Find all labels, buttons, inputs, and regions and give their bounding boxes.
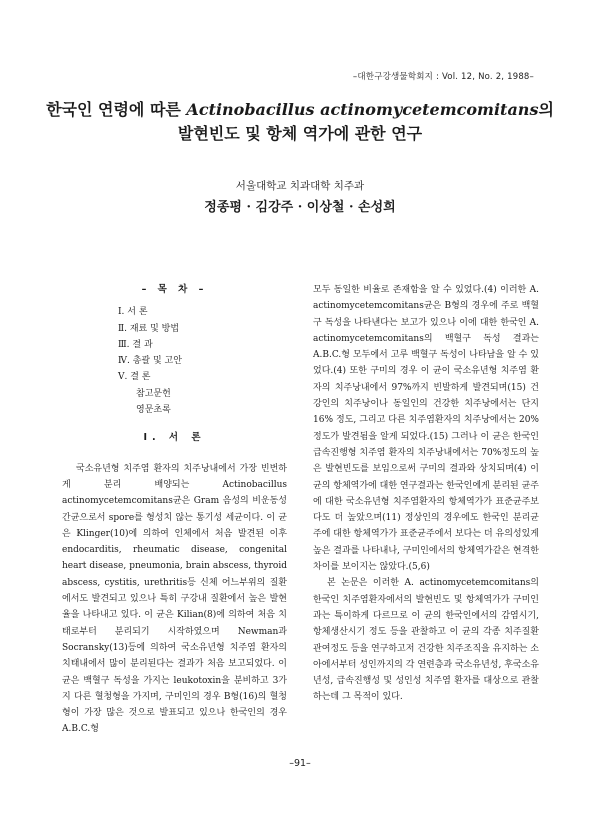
paper-title: [40, 98, 560, 146]
body-paragraph: 본 논문은 이러한 A. actinomycetemcomitans의 한국인 치주염환자에서의 발현빈도 및 항체역가가 구미인과는 특이하게 다르므로 이 균의 한국인에서의 감염시기, 항체생산시기 정도 등을 관찰하고 이 균의 각종 치주질환 관여정도 등을 연구하고저 건강한 치주조직을 유지하는 소아에서부터 성인까지의 각 연련층과 국소유년성, 후국소유년성, 급속진행성 및 성인성 치주염 환자를 대상으로 관찰하는데 그 목적이 있다.: [313, 578, 539, 703]
title-line-1: 한국인 연령에 따른 Actinobacillus actinomycetemcomitans의: [46, 100, 554, 119]
toc-item: Ⅱ. 재료 및 방법: [118, 323, 180, 334]
toc-item: Ⅳ. 총괄 및 고안: [118, 356, 182, 367]
title-species-name: Actinobacillus actinomycetemcomitans: [186, 100, 539, 119]
table-of-contents: [118, 304, 287, 418]
author-affiliation: 서울대학교 치과대학 치주과: [235, 180, 365, 192]
author-names: 정종평 · 김강주 · 이상철 · 손성희: [204, 200, 396, 215]
title-line-2: 발현빈도 및 항체 역가에 관한 연구: [177, 124, 423, 143]
page-number: –91–: [289, 758, 311, 769]
toc-item: Ⅴ. 결 론: [118, 372, 151, 383]
introduction-heading: Ⅰ. 서 론: [143, 432, 206, 444]
introduction-paragraph: 국소유년형 치주염 환자의 치주낭내에서 가장 빈번하게 분리 배양되는 Actinobacillus actinomycetemcomitans균은 Gram 음성의 비운동성 간균으로서 spore를 형성치 않는 통기성 세균이다. 이 균은 Klinger(10)에 의하여 인체에서 처음 발견된 이후 endocarditis, rheumatic disease, congenital heart disease, pneumonia, brain abscess, thyroid abscess, cystitis, urethritis등 신체 어느부위의 질환에서도 발견되고 있으나 특히 구강내 질환에서 높은 발현율을 나타내고 있다. 이 균은 Kilian(8)에 의하여 처음 치태로부터 분리되기 시작하였으며 Newman과 Socransky(13)등에 의하여 국소유년형 치주염 환자의 치태내에서 많이 분리된다는 결과가 처음 보고되었다. 이 균은 백혈구 독성을 가지는 leukotoxin을 분비하고 3가지 다른 혈청형을 가지며, 구미인의 경우 B형(16)의 혈청형이 가장 많은 것으로 발표되고 있으나 한국인의 경우 A.B.C.형: [62, 463, 287, 735]
body-paragraph: 모두 동일한 비율로 존재함을 알 수 있었다.(4) 이러한 A. actinomycetemcomitans균은 B형의 경우에 주로 백혈구 독성을 나타낸다는 보고가 있으나 이에 대한 한국인 A. actinomycetemcomitans의 백혈구 독성 결과는 A.B.C.형 모두에서 고루 백혈구 독성이 나타남을 알 수 있었다.(4) 또한 구미의 경우 이 균이 국소유년형 치주염 환자의 치주낭내에서 97%까지 빈발하게 발견되며(15) 건강인의 치주낭이나 동일인의 건강한 치주낭에서는 단지 16% 정도, 그리고 다른 치주염환자의 치주낭에서는 20% 정도가 발견됨을 알게 되었다.(15) 그러나 이 균은 한국인 급속진행형 치주염 환자의 치주낭내에서는 70%정도의 높은 발현빈도를 보임으로써 구미의 결과와 상치되며(4) 이 균의 항체역가에 대한 연구결과는 한국인에게 분리된 균주에 대한 국소유년형 치주염환자의 항체역가가 표준균주보다도 더 높았으며(11) 정상인의 경우에도 한국인 분리균주에 대한 항체역가가 표준균주에서 보다는 더 유의성있게 높은 결과를 나타내나, 구미인에서의 항체역가같은 현격한 차이를 보이지는 않았다.(5,6): [313, 285, 539, 573]
toc-item: Ⅲ. 결 과: [118, 339, 153, 350]
right-column: [313, 282, 539, 706]
toc-heading: – 목 차 –: [141, 284, 208, 295]
toc-item: Ⅰ. 서 론: [118, 307, 148, 318]
left-column: [62, 282, 287, 738]
toc-item: 참고문헌: [136, 388, 171, 399]
journal-header: –대한구강생물학회지 : Vol. 12, No. 2, 1988–: [352, 72, 534, 82]
toc-item: 영문초록: [136, 405, 171, 416]
